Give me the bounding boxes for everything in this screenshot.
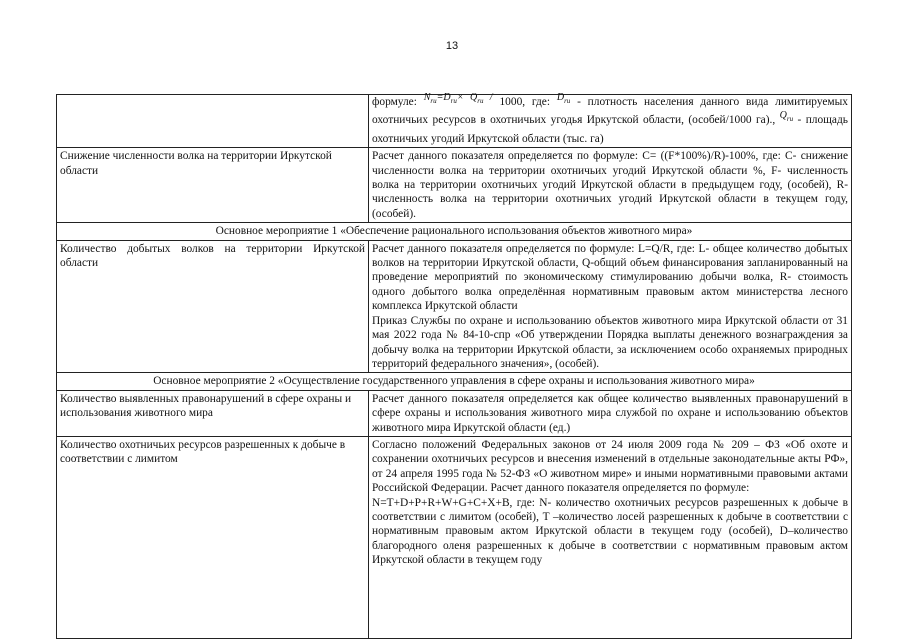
- calculation-wolves-harvested: [369, 240, 852, 373]
- indicator-hunting-resources: Количество охотничьих ресурсов разрешенных к добыче в соответствии с лимитом: [57, 436, 369, 638]
- section-row: [57, 223, 852, 240]
- calculation-hunting-resources: [369, 436, 852, 638]
- page-number: 13: [445, 40, 459, 52]
- table-row: [57, 148, 852, 223]
- calculation-wolf-reduction: Расчет данного показателя определяется по формуле: C= ((F*100%)/R)-100%, где: C- снижение численности волка на территории охотничьих угодий Иркутской области %, F- численность волка на территории охотничьих угодий Иркутской области в предыдущем году, (особей), R- численность волка на территории охотничьих угодий Иркутской области в текущем году, (особей).: [369, 148, 852, 223]
- formula-dru: $D_{ru}$: [556, 92, 571, 105]
- formula-area-text: - площадь охотничьих угодий Иркутской области (тыс. га): [372, 114, 848, 145]
- section-heading-1: Основное мероприятие 1 «Обеспечение рационального использования объектов животного мира»: [57, 223, 852, 240]
- formula-nru: $N_{ru}=D_{ru}\times Q_{ru}$ /: [423, 92, 493, 105]
- indicator-wolves-harvested: Количество добытых волков на территории Иркутской области: [57, 240, 369, 373]
- formula-intro: формуле:: [372, 96, 417, 108]
- indicator-wolf-reduction: Снижение численности волка на территории Иркутской области: [57, 148, 369, 223]
- formula-density-text: - плотность населения данного вида лимитируемых охотничьих ресурсов в охотничьих угодья Иркутской области, (особей/1000 га).,: [372, 96, 848, 127]
- indicator-violations: Количество выявленных правонарушений в сфере охраны и использования животного мира: [57, 390, 369, 436]
- formula-divisor: 1000, где:: [499, 96, 551, 108]
- calculation-violations: Расчет данного показателя определяется как общее количество выявленных правонарушений в сфере охраны и использования животного мира службой по охране и использованию объектов животного мира Иркутской области (ед.): [369, 390, 852, 436]
- order-reference-paragraph: Приказ Службы по охране и использованию объектов животного мира Иркутской области от 31 мая 2022 года № 84-10-спр «Об утверждении Порядка выплаты денежного вознаграждения за добычу волка на территории Иркутской области, за исключением особо охраняемых природных территорий федерального значения», (особей).: [372, 314, 848, 370]
- table-row: [57, 390, 852, 436]
- section-row: [57, 373, 852, 390]
- formula-paragraph: N=T+D+P+R+W+G+C+X+B, где: N- количество охотничьих ресурсов разрешенных к добыче в соответствии с лимитом (особей), T –количество лосей разрешенных к добыче в соответствии с нормативным правовым актом Иркутской области в текущем году (особей), D–количество благородного оленя разрешенных к добыче в соответствии с нормативным правовым актом Иркутской области в текущем году: [372, 496, 848, 567]
- table-row: [57, 436, 852, 638]
- legal-basis-paragraph: Согласно положений Федеральных законов от 24 июля 2009 года № 209 – ФЗ «Об охоте и сохранении охотничьих ресурсов и внесения изменений в отдельные законодательные акты РФ», от 24 апреля 1995 года № 52-ФЗ «О животном мире» и иными нормативными правовыми актами Российской Федерации. Расчет данного показателя определяется по формуле:: [372, 438, 848, 495]
- calculation-paragraph: Расчет данного показателя определяется по формуле: L=Q/R, где: L- общее количество добытых волков на территории Иркутской области, Q-общий объем финансирования запланированный на проведение мероприятий по экономическому стимулированию добычи волка, R- стоимость одного добытого волка определённая нормативным правовым актом министерства лесного комплекса Иркутской области: [372, 242, 848, 313]
- table-row: [57, 240, 852, 373]
- section-heading-2: Основное мероприятие 2 «Осуществление государственного управления в сфере охраны и использования животного мира»: [57, 373, 852, 390]
- indicators-table: [56, 94, 852, 639]
- formula-qru: $Q_{ru}$: [779, 110, 794, 124]
- table-row: [57, 95, 852, 148]
- table-cell-formula-density: [369, 92, 852, 148]
- table-cell-empty: [57, 95, 369, 148]
